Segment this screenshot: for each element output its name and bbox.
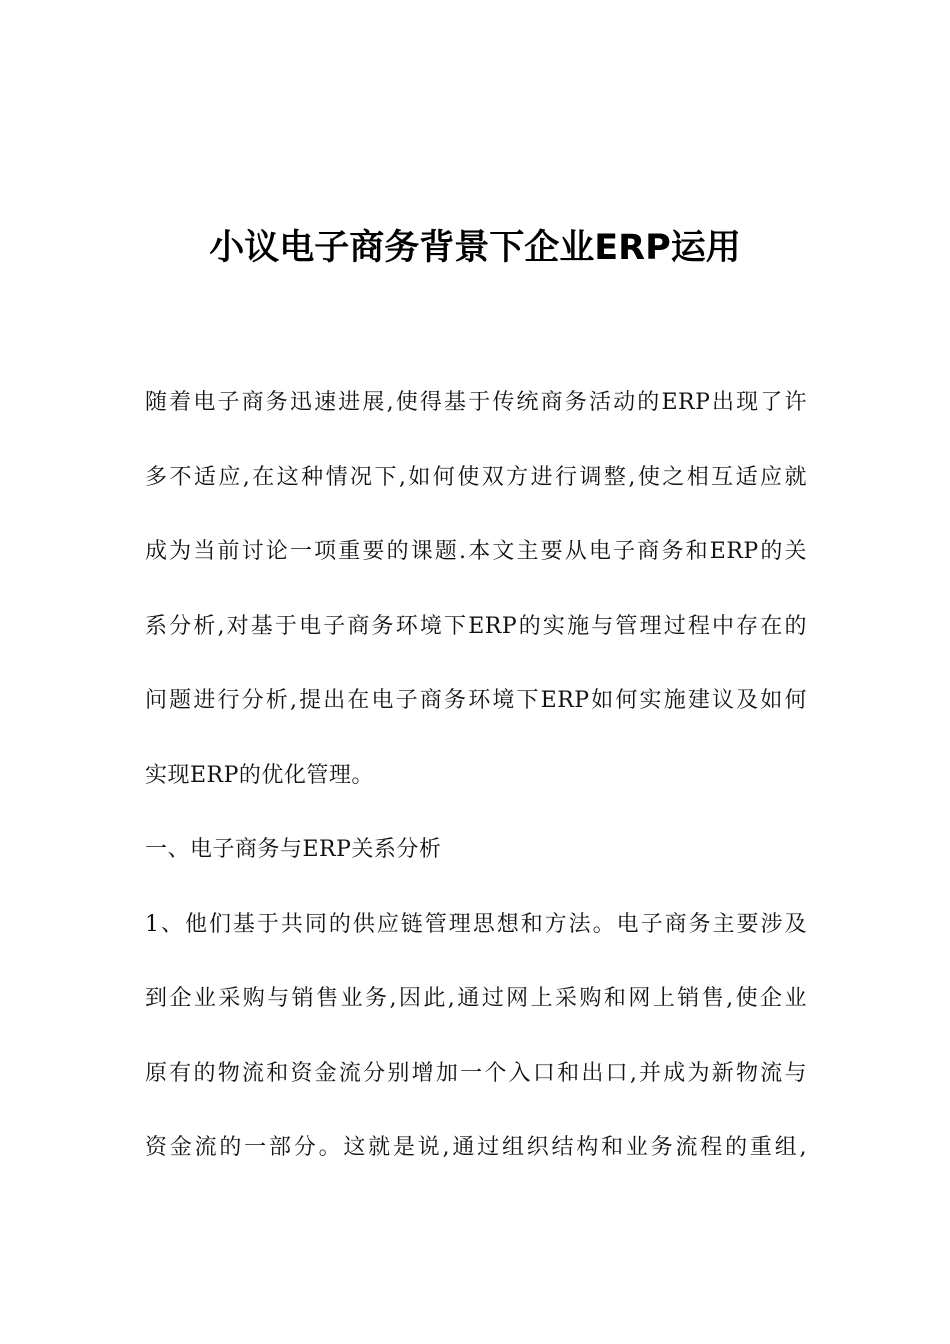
- paragraph-line: 问题进行分析,提出在电子商务环境下ERP如何实施建议及如何: [145, 688, 807, 713]
- paragraph-line: 多不适应,在这种情况下,如何使双方进行调整,使之相互适应就: [145, 464, 807, 490]
- section-heading: 一、电子商务与ERP关系分析: [145, 837, 442, 862]
- paragraph-line: 随着电子商务迅速进展,使得基于传统商务活动的ERP出现了许: [145, 390, 807, 415]
- document-body: [145, 385, 807, 1205]
- paragraph-line: 到企业采购与销售业务,因此,通过网上采购和网上销售,使企业: [145, 986, 807, 1011]
- paragraph-line: 资金流的一部分。这就是说,通过组织结构和业务流程的重组,: [145, 1135, 807, 1160]
- paragraph-line: 成为当前讨论一项重要的课题.本文主要从电子商务和ERP的关: [145, 539, 807, 564]
- paragraph-line: 1、他们基于共同的供应链管理思想和方法。电子商务主要涉及: [145, 911, 807, 937]
- paragraph-line: 系分析,对基于电子商务环境下ERP的实施与管理过程中存在的: [145, 613, 807, 639]
- document-title: 小议电子商务背景下企业ERP运用: [209, 228, 741, 268]
- paragraph-line: 原有的物流和资金流分别增加一个入口和出口,并成为新物流与: [145, 1060, 807, 1086]
- paragraph-line: 实现ERP的优化管理。: [145, 762, 374, 788]
